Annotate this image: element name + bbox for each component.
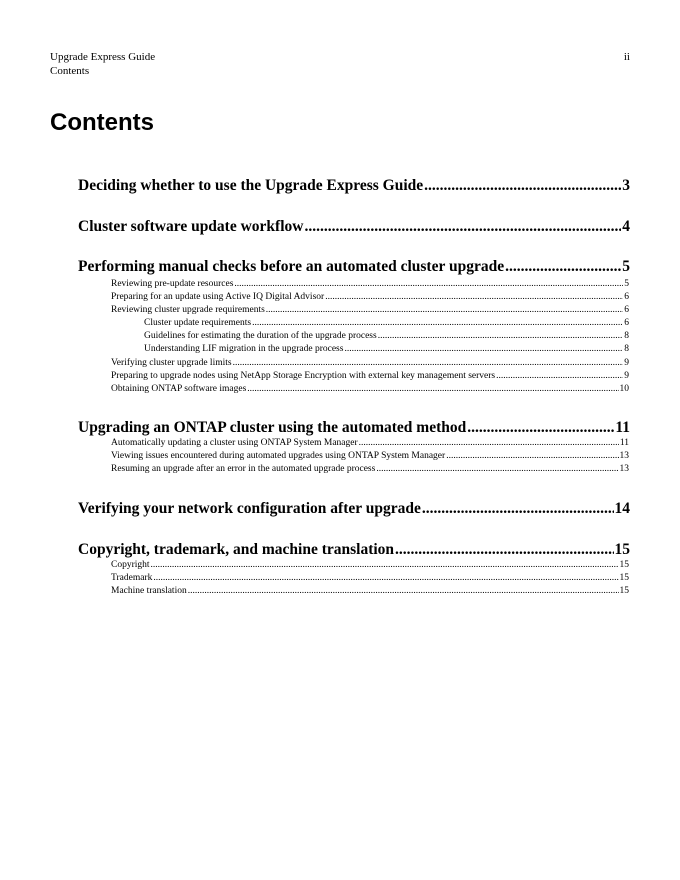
toc-entry-title: Guidelines for estimating the duration of the upgrade process [144, 331, 377, 341]
toc-leader-dots [304, 218, 621, 236]
toc-leader-dots [247, 383, 618, 395]
toc-leader-dots [496, 370, 623, 382]
toc-entry-title: Understanding LIF migration in the upgrade process [144, 344, 344, 354]
toc-entry-title: Copyright [111, 560, 150, 570]
toc-entry-page: 13 [619, 464, 629, 474]
toc-entry-title: Obtaining ONTAP software images [111, 384, 247, 394]
toc-entry-manual-checks[interactable] [78, 258, 630, 276]
toc-entry-system-manager-update[interactable] [111, 437, 629, 449]
toc-entry-page: 6 [624, 318, 629, 328]
toc-entry-page: 15 [619, 560, 629, 570]
toc-entry-copyright[interactable] [111, 559, 629, 571]
toc-entry-title: Preparing for an update using Active IQ Digital Advisor [111, 292, 325, 302]
toc-entry-page: 3 [622, 177, 630, 194]
toc-entry-cluster-update-requirements[interactable] [144, 317, 629, 329]
toc-leader-dots [234, 278, 623, 290]
toc-leader-dots [359, 437, 619, 449]
toc-leader-dots [424, 177, 621, 195]
toc-leader-dots [153, 572, 618, 584]
toc-leader-dots [188, 585, 619, 597]
toc-leader-dots [446, 450, 618, 462]
toc-entry-page: 8 [624, 331, 629, 341]
toc-entry-lif-migration[interactable] [144, 343, 629, 355]
toc-entry-title: Reviewing cluster upgrade requirements [111, 305, 265, 315]
toc-entry-active-iq[interactable] [111, 291, 629, 303]
toc-entry-title: Copyright, trademark, and machine translation [78, 541, 395, 558]
toc-entry-update-workflow[interactable] [78, 218, 630, 236]
toc-leader-dots [325, 291, 623, 303]
toc-entry-title: Cluster update requirements [144, 318, 252, 328]
toc-entry-page: 6 [624, 305, 629, 315]
toc-entry-title: Automatically updating a cluster using ONTAP System Manager [111, 438, 358, 448]
toc-entry-page: 13 [619, 451, 629, 461]
toc-entry-page: 15 [619, 573, 629, 583]
toc-leader-dots [233, 357, 624, 369]
toc-entry-automated-method[interactable] [78, 419, 630, 437]
toc-entry-title: Verifying cluster upgrade limits [111, 358, 232, 368]
toc-leader-dots [395, 541, 613, 559]
toc-entry-machine-translation[interactable] [111, 585, 629, 597]
toc-entry-title: Reviewing pre-update resources [111, 279, 234, 289]
toc-entry-upgrade-limits[interactable] [111, 357, 629, 369]
header-section-name: Contents [50, 65, 90, 77]
toc-entry-page: 11 [615, 419, 630, 436]
toc-leader-dots [378, 330, 624, 342]
toc-entry-page: 8 [624, 344, 629, 354]
toc-entry-duration-guidelines[interactable] [144, 330, 629, 342]
toc-leader-dots [505, 258, 621, 276]
toc-entry-page: 4 [622, 218, 630, 235]
toc-entry-resuming-upgrade[interactable] [111, 463, 629, 475]
toc-entry-page: 9 [624, 358, 629, 368]
toc-entry-pre-update-resources[interactable] [111, 278, 629, 290]
toc-leader-dots [376, 463, 618, 475]
toc-entry-title: Upgrading an ONTAP cluster using the automated method [78, 419, 467, 436]
toc-entry-page: 11 [619, 438, 629, 448]
toc-entry-title: Preparing to upgrade nodes using NetApp Storage Encryption with external key management servers [111, 371, 496, 381]
toc-entry-page: 5 [624, 279, 629, 289]
toc-entry-title: Verifying your network configuration after upgrade [78, 500, 421, 517]
toc-leader-dots [422, 500, 614, 518]
toc-entry-page: 9 [624, 371, 629, 381]
toc-entry-deciding-upgrade-express[interactable] [78, 177, 630, 195]
toc-leader-dots [344, 343, 623, 355]
toc-entry-page: 5 [622, 258, 630, 275]
toc-entry-network-configuration[interactable] [78, 500, 630, 518]
toc-leader-dots [151, 559, 619, 571]
toc-leader-dots [252, 317, 623, 329]
toc-entry-title: Deciding whether to use the Upgrade Express Guide [78, 177, 424, 194]
toc-entry-title: Resuming an upgrade after an error in the automated upgrade process [111, 464, 376, 474]
toc-entry-upgrade-requirements[interactable] [111, 304, 629, 316]
toc-entry-title: Viewing issues encountered during automated upgrades using ONTAP System Manager [111, 451, 446, 461]
toc-entry-page: 6 [624, 292, 629, 302]
toc-leader-dots [467, 419, 614, 437]
toc-entry-page: 15 [619, 586, 629, 596]
toc-entry-page: 15 [614, 541, 630, 558]
toc-entry-copyright-trademark[interactable] [78, 541, 630, 559]
toc-entry-title: Trademark [111, 573, 153, 583]
toc-entry-page: 14 [614, 500, 630, 517]
toc-entry-page: 10 [619, 384, 629, 394]
header-document-title: Upgrade Express Guide [50, 51, 156, 63]
toc-entry-trademark[interactable] [111, 572, 629, 584]
toc-entry-viewing-issues[interactable] [111, 450, 629, 462]
contents-heading: Contents [50, 109, 154, 136]
header-page-number: ii [623, 51, 630, 63]
toc-entry-title: Performing manual checks before an automated cluster upgrade [78, 258, 505, 275]
toc-entry-title: Cluster software update workflow [78, 218, 304, 235]
toc-entry-nse-key-management[interactable] [111, 370, 629, 382]
toc-entry-software-images[interactable] [111, 383, 629, 395]
toc-leader-dots [266, 304, 623, 316]
toc-entry-title: Machine translation [111, 586, 187, 596]
